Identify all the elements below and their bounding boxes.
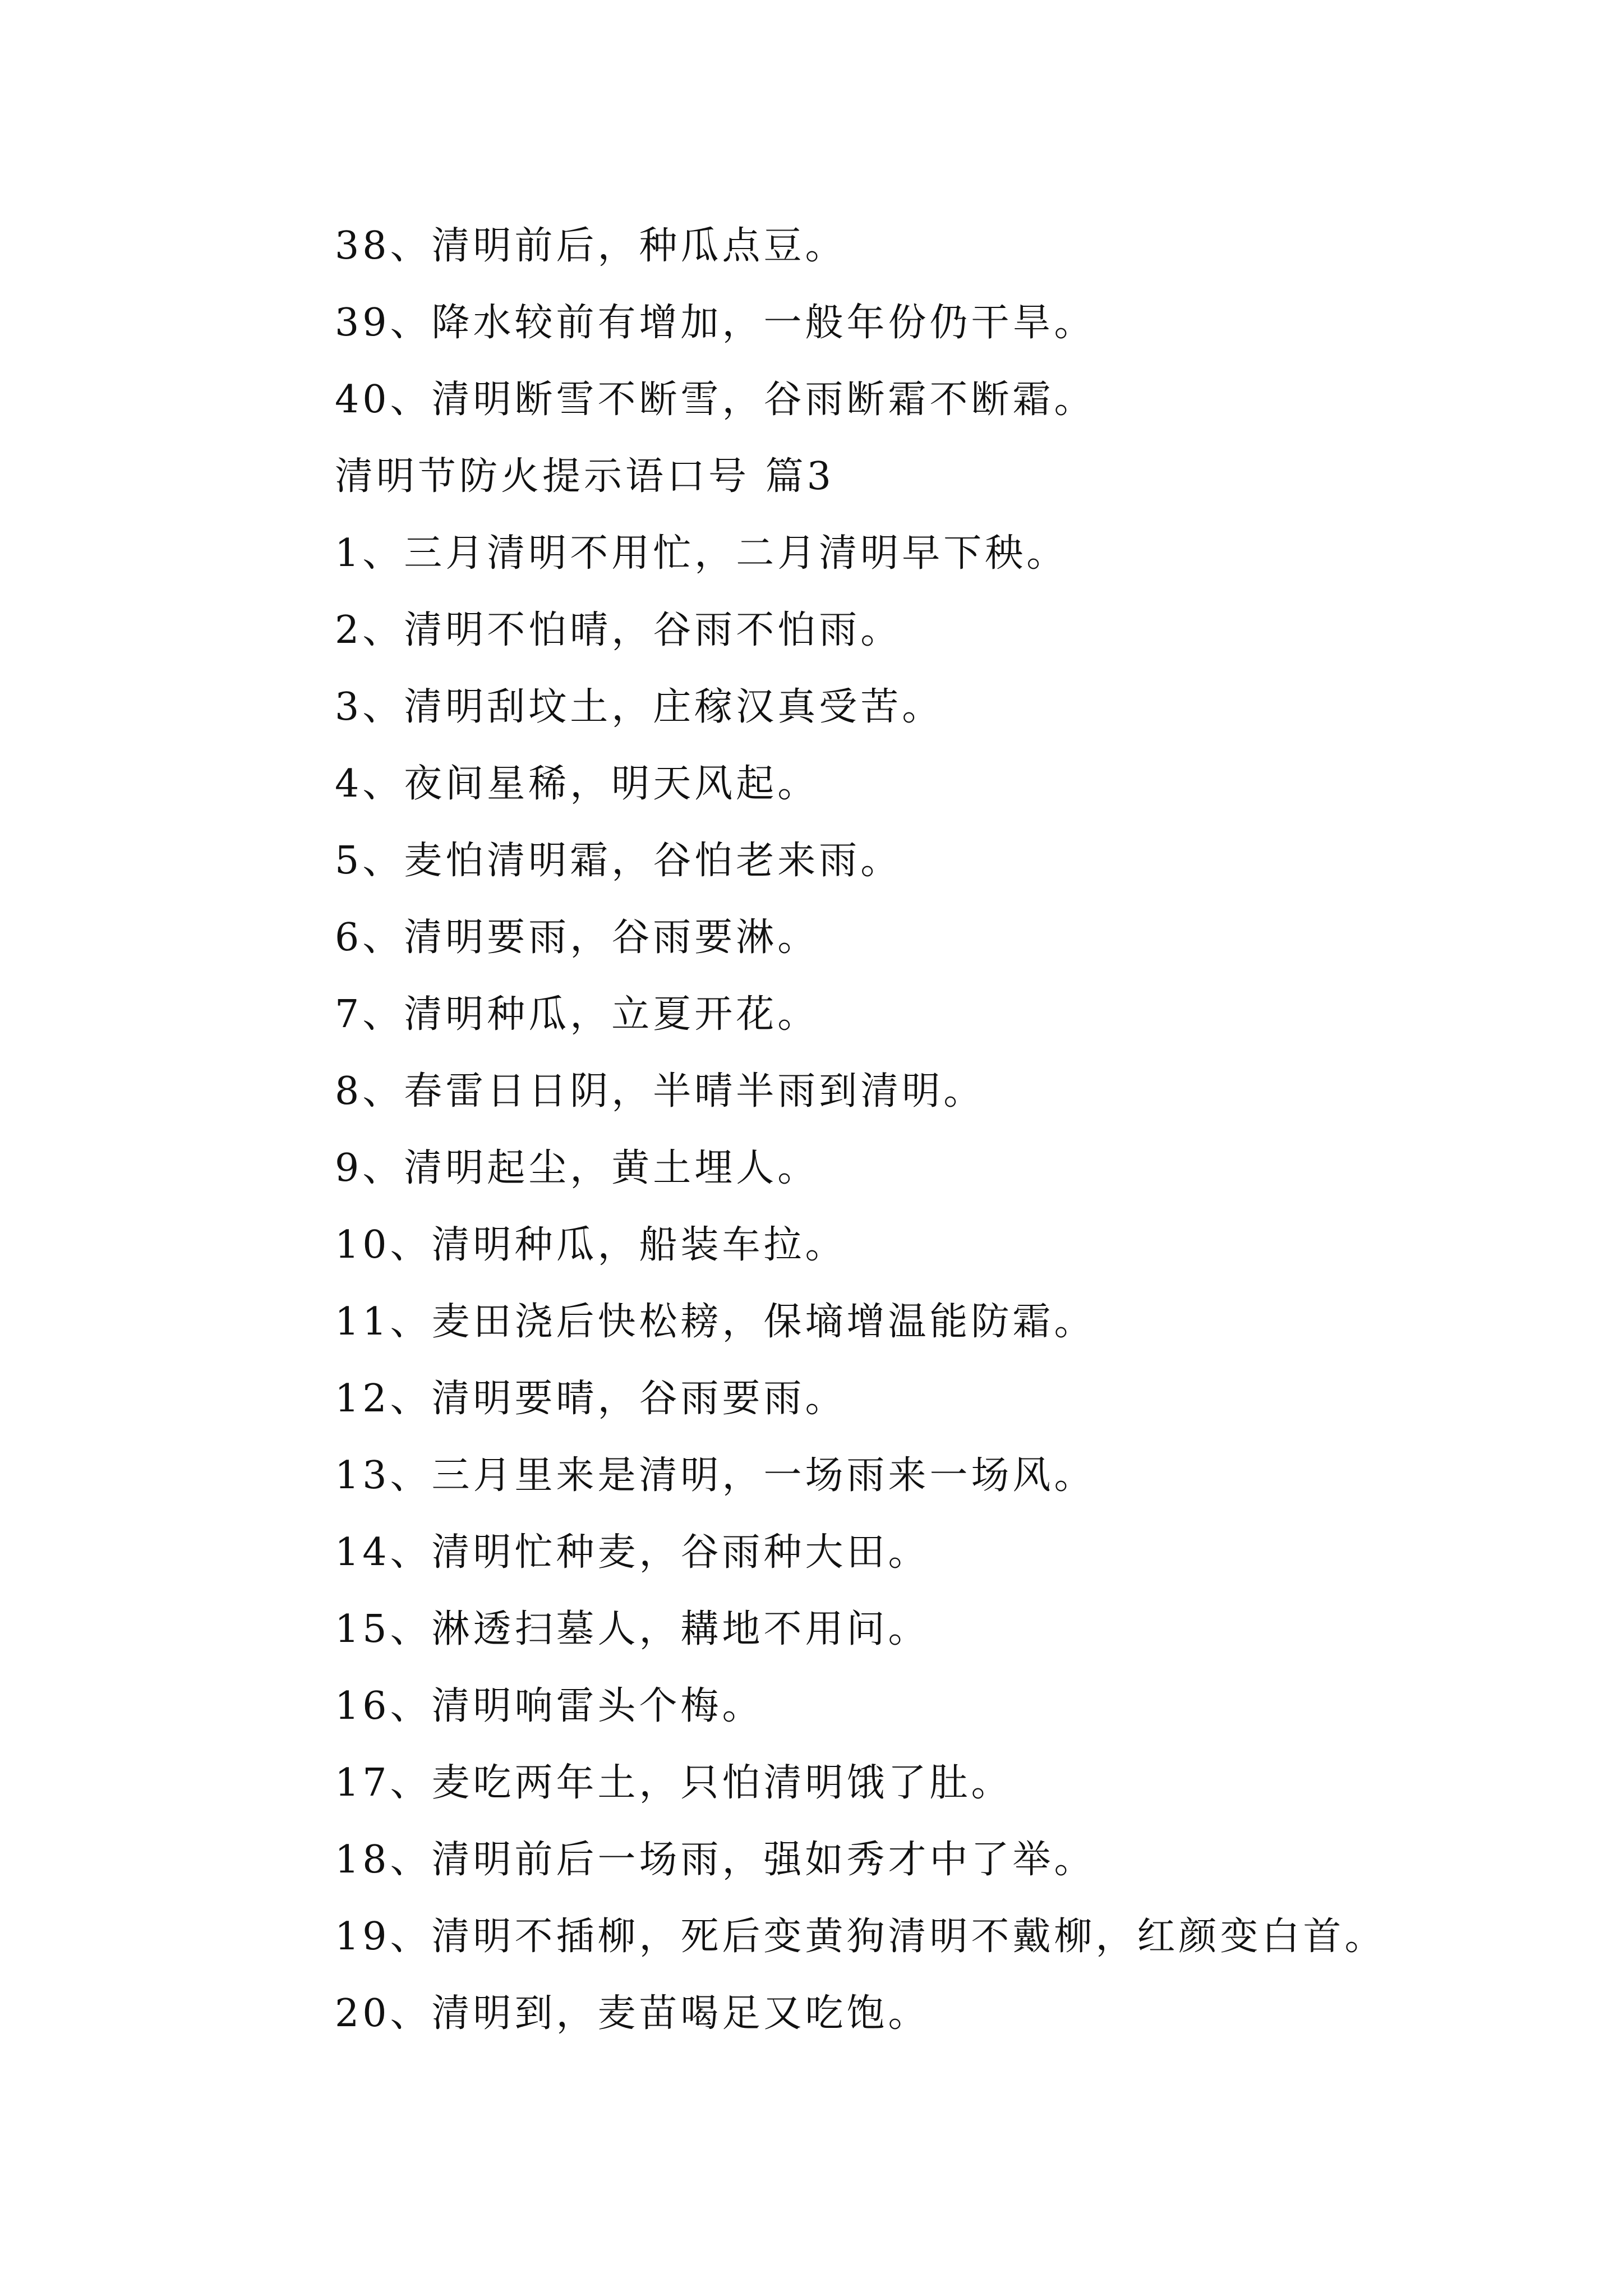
proverb-line: 38、清明前后，种瓜点豆。 [335, 224, 847, 268]
proverb-line: 17、麦吃两年土，只怕清明饿了肚。 [335, 1761, 1013, 1805]
proverb-line: 15、淋透扫墓人，耩地不用问。 [335, 1607, 930, 1651]
proverb-line: 5、麦怕清明霜，谷怕老来雨。 [335, 839, 902, 883]
proverb-line: 18、清明前后一场雨，强如秀才中了举。 [335, 1838, 1096, 1882]
proverb-line: 16、清明响雷头个梅。 [335, 1684, 764, 1728]
proverb-line: 20、清明到，麦苗喝足又吃饱。 [335, 1991, 930, 2036]
proverb-line: 13、三月里来是清明，一场雨来一场风。 [335, 1453, 1096, 1498]
proverb-line: 40、清明断雪不断雪，谷雨断霜不断霜。 [335, 378, 1096, 422]
section-heading: 清明节防火提示语口号 篇3 [335, 454, 834, 499]
proverb-line: 12、清明要晴，谷雨要雨。 [335, 1377, 847, 1421]
proverb-line: 4、夜间星稀，明天风起。 [335, 762, 819, 806]
proverb-line: 7、清明种瓜，立夏开花。 [335, 992, 819, 1037]
proverb-line: 6、清明要雨，谷雨要淋。 [335, 915, 819, 960]
proverb-line: 3、清明刮坟土，庄稼汉真受苦。 [335, 685, 944, 729]
proverb-line: 1、三月清明不用忙，二月清明早下秧。 [335, 531, 1068, 576]
proverb-line: 14、清明忙种麦，谷雨种大田。 [335, 1530, 930, 1575]
proverb-line: 8、春雷日日阴，半晴半雨到清明。 [335, 1069, 985, 1114]
proverb-line: 10、清明种瓜，船装车拉。 [335, 1223, 847, 1267]
proverb-line: 39、降水较前有增加，一般年份仍干旱。 [335, 301, 1096, 345]
proverb-line: 11、麦田浇后快松耪，保墒增温能防霜。 [335, 1300, 1096, 1344]
proverb-line: 19、清明不插柳，死后变黄狗清明不戴柳，红颜变白首。 [335, 1915, 1386, 1959]
proverb-line: 2、清明不怕晴，谷雨不怕雨。 [335, 608, 902, 652]
proverb-line: 9、清明起尘，黄土埋人。 [335, 1146, 819, 1190]
document-body [335, 208, 1613, 2052]
